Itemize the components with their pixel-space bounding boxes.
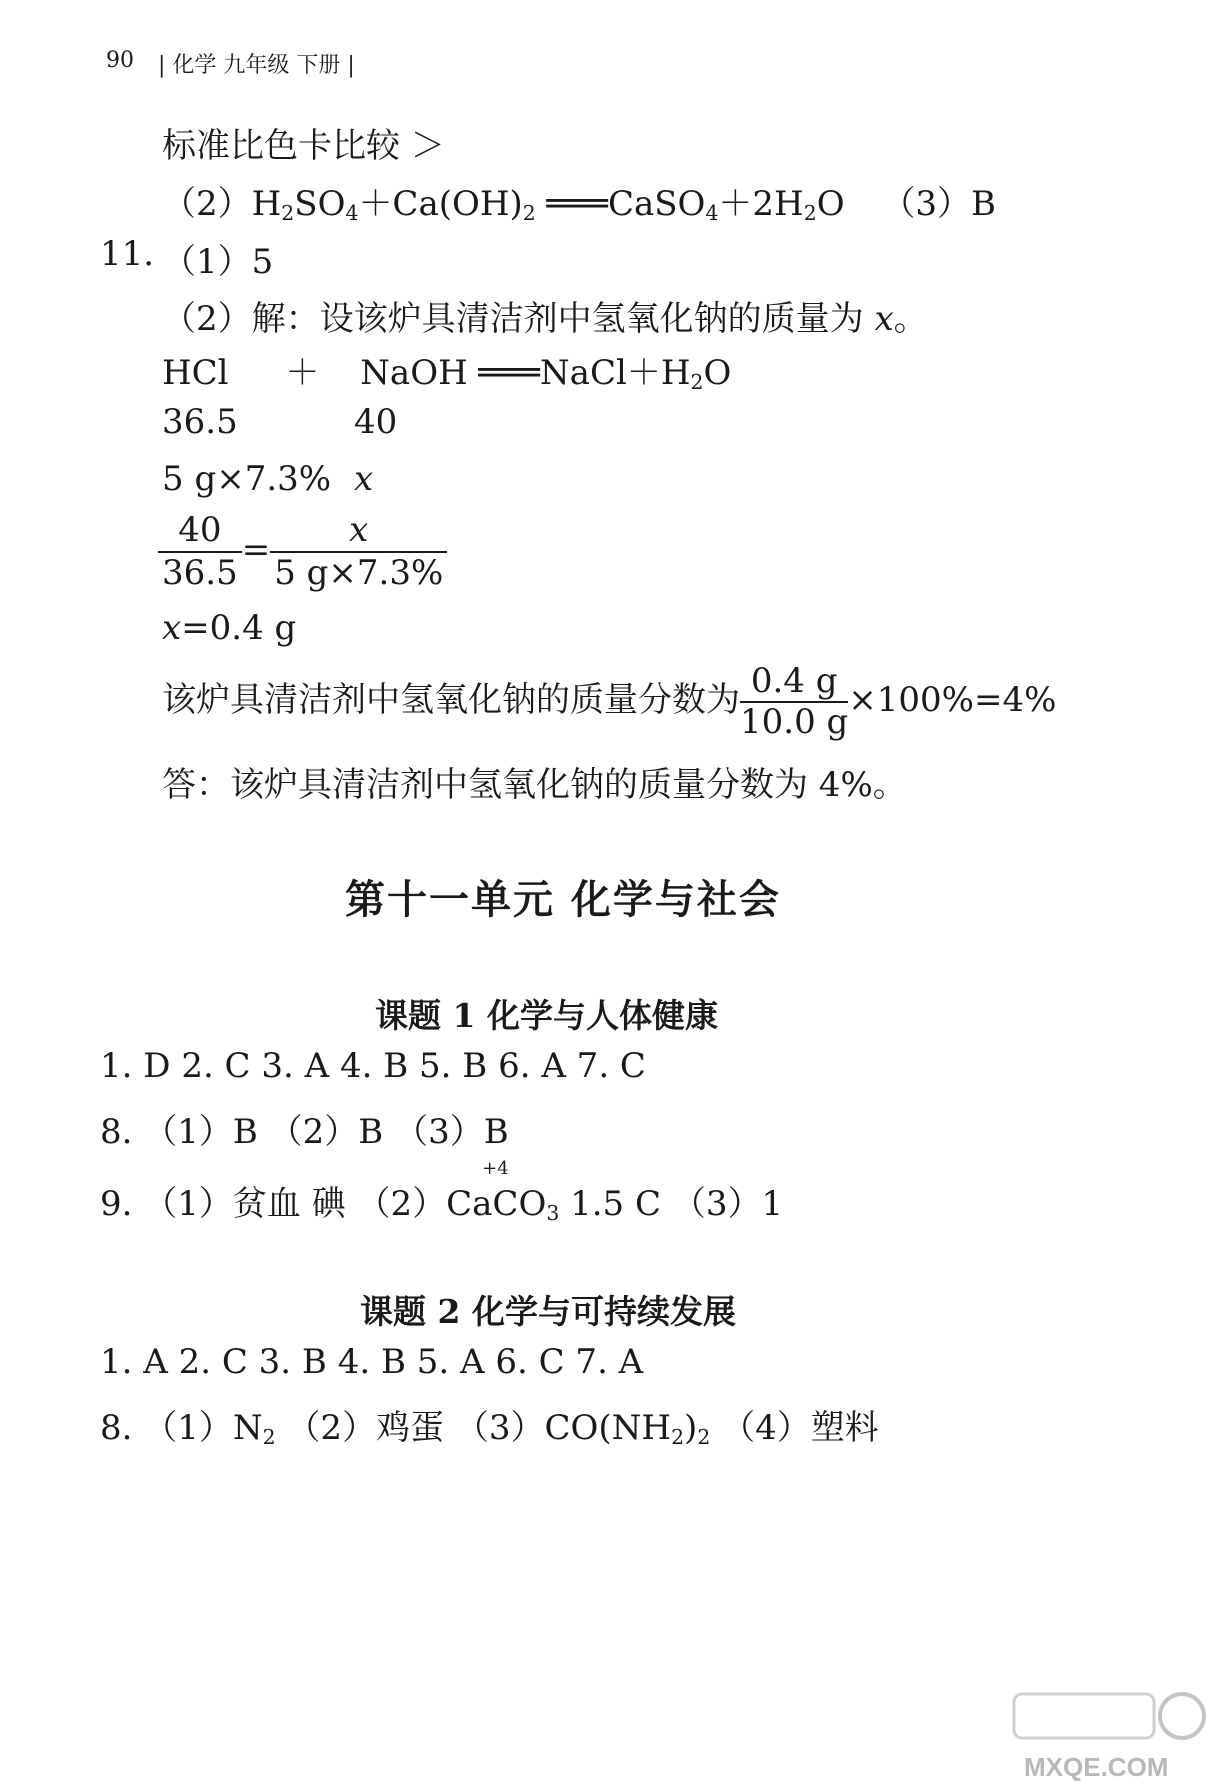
lesson-2-answers-row-1: 1. A 2. C 3. B 4. B 5. A 6. C 7. A xyxy=(100,1342,644,1382)
percentage-line xyxy=(162,662,1056,742)
answer-part: ) xyxy=(684,1408,698,1448)
proportion xyxy=(158,510,447,594)
plus-sign: ＋ xyxy=(285,353,320,393)
caco3-formula xyxy=(446,1158,560,1226)
formula-part: O xyxy=(703,353,732,393)
subscript: 4 xyxy=(345,201,359,226)
percentage-fraction xyxy=(740,662,848,742)
variable-x: x xyxy=(874,299,894,339)
molar-mass-naoh: 40 xyxy=(354,402,398,442)
formula-part: NaOH ═══NaCl＋H xyxy=(360,353,691,393)
page-number: 90 xyxy=(106,48,134,73)
unit-title: 第十一单元 化学与社会 xyxy=(345,876,781,923)
watermark-text: MXQE.COM xyxy=(1024,1752,1169,1782)
subscript: 2 xyxy=(522,201,536,226)
formula-hcl: HCl xyxy=(162,353,229,393)
answer-line: 答：该炉具清洁剂中氢氧化钠的质量分数为 4%。 xyxy=(162,765,907,805)
answer-part: 8. （1）N xyxy=(100,1408,263,1448)
watermark-logo xyxy=(1004,1676,1214,1786)
lesson-1-answers-row-2: 8. （1）B （2）B （3）B xyxy=(100,1112,509,1152)
result-value: =0.4 g xyxy=(181,608,297,648)
line-equation-2 xyxy=(162,176,996,225)
answer-part: 1.5 C （3）1 xyxy=(559,1184,784,1224)
percentage-result: ×100%=4% xyxy=(848,680,1057,721)
reaction-equation xyxy=(162,345,731,394)
question-number-11: 11. xyxy=(100,234,155,274)
fraction-denominator: 10.0 g xyxy=(740,702,849,743)
period: 。 xyxy=(893,299,928,339)
fraction-numerator: x xyxy=(270,510,447,553)
formula-part: ═══CaSO xyxy=(535,184,706,224)
q11-part-2 xyxy=(162,291,928,340)
answer-part: 9. （1）贫血 碘 （2） xyxy=(100,1184,447,1224)
answer-part: （4）塑料 xyxy=(710,1408,879,1448)
q11-part-1: （1）5 xyxy=(162,242,274,282)
item-label: （2） xyxy=(162,184,252,224)
subscript: 2 xyxy=(803,201,817,226)
mass-naoh-var: x xyxy=(354,459,374,499)
equals-sign: = xyxy=(241,529,271,570)
formula-part: H xyxy=(251,184,282,224)
solution-intro: （2）解：设该炉具清洁剂中氢氧化钠的质量为 xyxy=(162,299,864,339)
lesson-2-answers-row-2 xyxy=(100,1400,879,1449)
oxidation-state: +4 xyxy=(482,1158,509,1179)
lesson-2-title: 课题 2 化学与可持续发展 xyxy=(360,1292,736,1331)
subscript: 3 xyxy=(546,1201,560,1226)
subscript: 2 xyxy=(690,370,704,395)
fraction-denominator: 36.5 xyxy=(162,552,238,593)
lesson-1-answers-row-1: 1. D 2. C 3. A 4. B 5. B 6. A 7. C xyxy=(100,1046,646,1086)
line-color-card: 标准比色卡比较 ＞ xyxy=(162,126,445,166)
formula-part: CaCO xyxy=(446,1184,547,1224)
fraction-right xyxy=(270,510,447,594)
fraction-denominator: 5 g×7.3% xyxy=(274,552,444,593)
formula-part: ＋Ca(OH) xyxy=(358,184,523,224)
mass-hcl: 5 g×7.3% xyxy=(162,459,332,499)
subscript: 2 xyxy=(671,1425,685,1450)
fraction-numerator: 40 xyxy=(158,510,242,553)
molar-mass-hcl: 36.5 xyxy=(162,402,238,442)
lesson-1-answers-row-3 xyxy=(100,1158,784,1226)
subscript: 2 xyxy=(281,201,295,226)
item-label: （3）B xyxy=(881,184,997,224)
formula-part: ＋2H xyxy=(718,184,804,224)
formula-part: O xyxy=(816,184,845,224)
subscript: 2 xyxy=(697,1425,711,1450)
answer-part: （2）鸡蛋 （3）CO(NH xyxy=(275,1408,672,1448)
result-line xyxy=(162,608,296,648)
percentage-text: 该炉具清洁剂中氢氧化钠的质量分数为 xyxy=(162,680,740,721)
subscript: 4 xyxy=(705,201,719,226)
variable-x: x xyxy=(162,608,182,648)
fraction-numerator: 0.4 g xyxy=(740,662,848,703)
fraction-left xyxy=(158,510,242,594)
lesson-1-title: 课题 1 化学与人体健康 xyxy=(375,996,718,1035)
formula-part: SO xyxy=(294,184,346,224)
subscript: 2 xyxy=(262,1425,276,1450)
running-title: | 化学 九年级 下册 | xyxy=(158,53,355,78)
